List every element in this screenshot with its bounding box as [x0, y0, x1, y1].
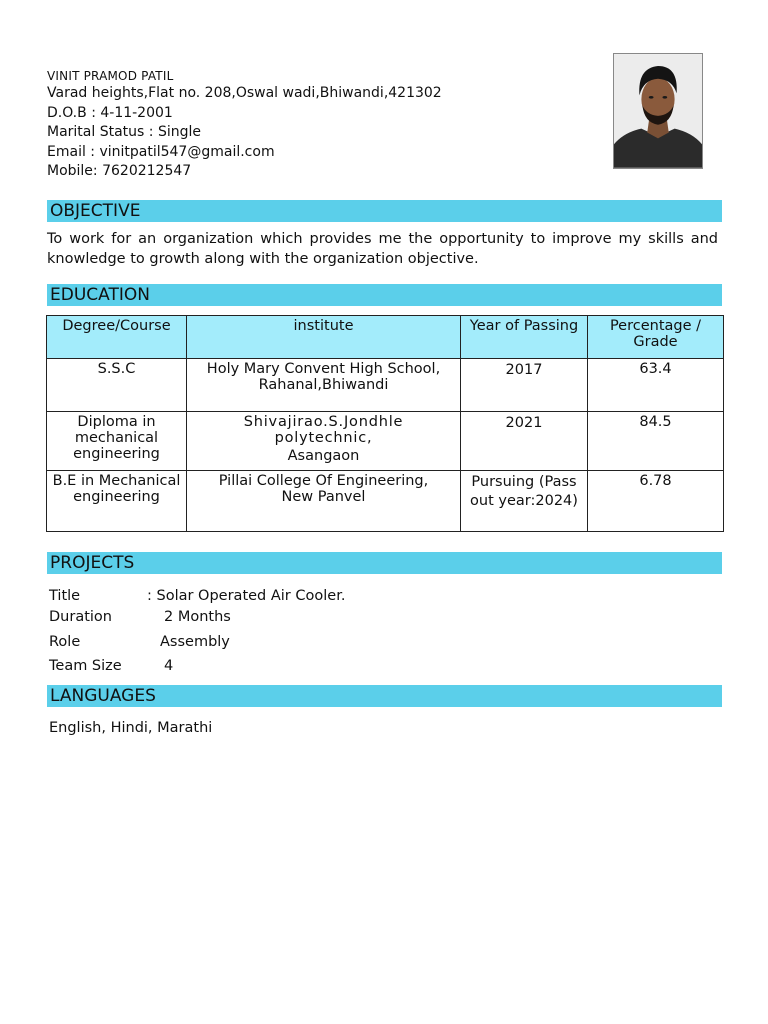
- project-title-value: : Solar Operated Air Cooler.: [147, 588, 346, 604]
- table-row: [47, 471, 724, 532]
- institute-location: Asangaon: [287, 448, 360, 464]
- grade-cell: 63.4: [588, 359, 724, 412]
- date-of-birth: D.O.B : 4-11-2001: [47, 104, 173, 121]
- degree-cell: Diploma in mechanical engineering: [47, 412, 187, 471]
- section-header-projects: PROJECTS: [47, 552, 722, 574]
- header-degree: Degree/Course: [47, 316, 187, 359]
- institute-location: Rahanal,Bhiwandi: [258, 377, 389, 393]
- degree-cell: S.S.C: [47, 359, 187, 412]
- project-team-label: Team Size: [49, 658, 122, 674]
- project-team-value: 4: [164, 658, 174, 674]
- project-role-label: Role: [49, 634, 81, 650]
- table-header-row: [47, 316, 724, 359]
- education-table: [46, 315, 724, 532]
- project-duration-label: Duration: [49, 609, 112, 625]
- degree-cell: B.E in Mechanical engineering: [47, 471, 187, 532]
- year-cell: Pursuing (Pass out year:2024): [461, 471, 588, 532]
- institute-name: Pillai College Of Engineering, New Panvel: [218, 473, 429, 505]
- year-cell: 2017: [461, 359, 588, 412]
- table-row: [47, 412, 724, 471]
- email: Email : vinitpatil547@gmail.com: [47, 143, 275, 160]
- objective-text: To work for an organization which provides me the opportunity to improve my skills and knowledge to growth along with the organization objective.: [47, 231, 718, 267]
- person-portrait-icon: [614, 54, 702, 168]
- header-institute: institute: [187, 316, 461, 359]
- header-year: Year of Passing: [461, 316, 588, 359]
- grade-cell: 84.5: [588, 412, 724, 471]
- institute-cell: [187, 359, 461, 412]
- section-header-languages: LANGUAGES: [47, 685, 722, 707]
- project-duration-value: 2 Months: [164, 609, 231, 625]
- project-role-value: Assembly: [160, 634, 230, 650]
- institute-cell: [187, 412, 461, 471]
- languages-text: English, Hindi, Marathi: [49, 720, 213, 736]
- contact-block: [47, 68, 587, 182]
- institute-name: Holy Mary Convent High School,: [206, 361, 441, 377]
- header-grade: Percentage / Grade: [588, 316, 724, 359]
- institute-name: Shivajirao.S.Jondhle polytechnic,: [243, 414, 404, 446]
- year-cell: 2021: [461, 412, 588, 471]
- table-row: [47, 359, 724, 412]
- institute-cell: [187, 471, 461, 532]
- project-title-label: Title: [49, 588, 81, 604]
- address: Varad heights,Flat no. 208,Oswal wadi,Bhiwandi,421302: [47, 85, 442, 101]
- grade-cell: 6.78: [588, 471, 724, 532]
- profile-photo: [613, 53, 703, 169]
- marital-status: Marital Status : Single: [47, 124, 201, 140]
- section-header-objective: OBJECTIVE: [47, 200, 722, 222]
- mobile: Mobile: 7620212547: [47, 163, 192, 179]
- section-header-education: EDUCATION: [47, 284, 722, 306]
- candidate-name: VINIT PRAMOD PATIL: [47, 69, 174, 83]
